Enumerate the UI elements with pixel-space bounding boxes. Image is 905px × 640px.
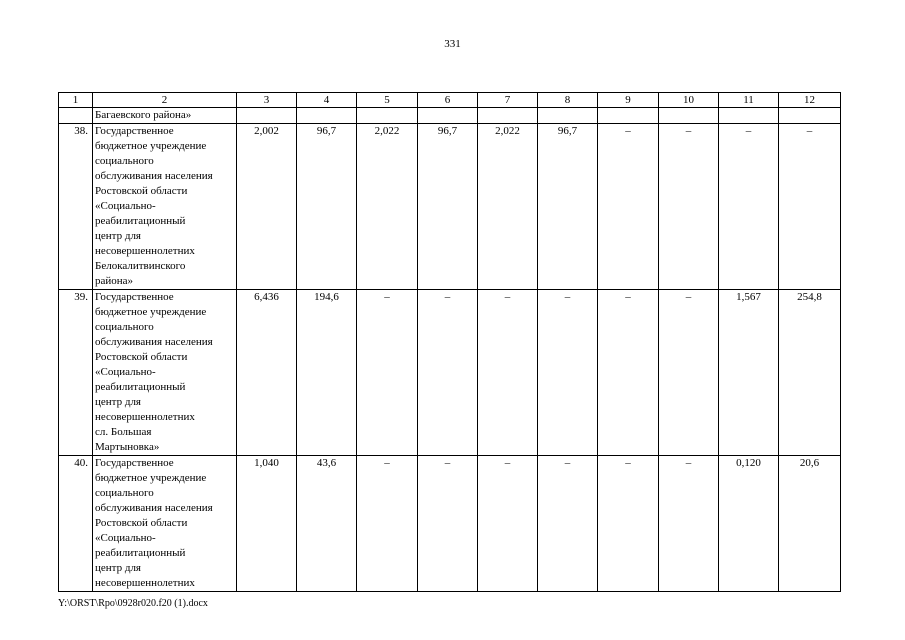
table-cell-value: 2,002 bbox=[237, 124, 297, 290]
table-cell-value: 96,7 bbox=[538, 124, 598, 290]
column-header: 11 bbox=[719, 93, 779, 108]
table-cell-name: Государственное бюджетное учреждение социального обслуживания населения Ростовской области «Социально- реабилитационный центр для несовершеннолетних сл. Большая Мартыновка» bbox=[93, 290, 237, 456]
table-cell bbox=[237, 108, 297, 124]
table-cell-name: Государственное бюджетное учреждение социального обслуживания населения Ростовской области «Социально- реабилитационный центр для несовершеннолетних bbox=[93, 456, 237, 592]
table-cell-name: Государственное бюджетное учреждение социального обслуживания населения Ростовской области «Социально- реабилитационный центр для несовершеннолетних Белокалитвинского района» bbox=[93, 124, 237, 290]
table-cell bbox=[659, 108, 719, 124]
footer-file-path: Y:\ORST\Rpo\0928r020.f20 (1).docx bbox=[58, 598, 208, 609]
table-cell-number: 39. bbox=[59, 290, 93, 456]
table-cell bbox=[719, 108, 779, 124]
table-cell-value: 254,8 bbox=[779, 290, 841, 456]
table-cell-value: – bbox=[598, 124, 659, 290]
table-header-row bbox=[59, 93, 841, 108]
column-header: 3 bbox=[237, 93, 297, 108]
table-cell-value: – bbox=[478, 290, 538, 456]
table-cell-value: – bbox=[357, 290, 418, 456]
column-header: 10 bbox=[659, 93, 719, 108]
table-cell bbox=[598, 108, 659, 124]
column-header: 9 bbox=[598, 93, 659, 108]
data-table bbox=[58, 92, 841, 592]
table-row-continuation bbox=[59, 108, 841, 124]
table-cell-value: – bbox=[598, 290, 659, 456]
page-number: 331 bbox=[444, 38, 461, 50]
table-row bbox=[59, 456, 841, 592]
table-cell-number: 38. bbox=[59, 124, 93, 290]
table-cell-value: – bbox=[779, 124, 841, 290]
column-header: 2 bbox=[93, 93, 237, 108]
table-cell-value: 1,567 bbox=[719, 290, 779, 456]
table-cell-value: – bbox=[418, 290, 478, 456]
table-cell bbox=[779, 108, 841, 124]
table-cell-name: Багаевского района» bbox=[93, 108, 237, 124]
table-cell-value: 0,120 bbox=[719, 456, 779, 592]
table-cell-value: – bbox=[418, 456, 478, 592]
table-cell-value: – bbox=[659, 290, 719, 456]
table-row bbox=[59, 124, 841, 290]
table-cell-value: – bbox=[659, 456, 719, 592]
table-cell-value: 96,7 bbox=[297, 124, 357, 290]
table-cell-value: 2,022 bbox=[478, 124, 538, 290]
column-header: 6 bbox=[418, 93, 478, 108]
column-header: 8 bbox=[538, 93, 598, 108]
column-header: 1 bbox=[59, 93, 93, 108]
table-cell-value: 6,436 bbox=[237, 290, 297, 456]
table-cell bbox=[478, 108, 538, 124]
table-cell bbox=[297, 108, 357, 124]
table-row bbox=[59, 290, 841, 456]
table-cell-value: 194,6 bbox=[297, 290, 357, 456]
table-cell bbox=[538, 108, 598, 124]
table-cell-number: 40. bbox=[59, 456, 93, 592]
table-cell-value: 20,6 bbox=[779, 456, 841, 592]
table-cell-value: – bbox=[719, 124, 779, 290]
column-header: 4 bbox=[297, 93, 357, 108]
table-cell-value: – bbox=[478, 456, 538, 592]
table-cell-value: 43,6 bbox=[297, 456, 357, 592]
table-cell-value: – bbox=[538, 290, 598, 456]
table-cell-value: 96,7 bbox=[418, 124, 478, 290]
table-cell-value: – bbox=[357, 456, 418, 592]
column-header: 5 bbox=[357, 93, 418, 108]
column-header: 12 bbox=[779, 93, 841, 108]
table-cell-value: – bbox=[659, 124, 719, 290]
table-cell bbox=[59, 108, 93, 124]
table-cell-value: – bbox=[538, 456, 598, 592]
table-cell-value: – bbox=[598, 456, 659, 592]
table-cell-value: 2,022 bbox=[357, 124, 418, 290]
table-cell bbox=[418, 108, 478, 124]
table-cell bbox=[357, 108, 418, 124]
column-header: 7 bbox=[478, 93, 538, 108]
table-cell-value: 1,040 bbox=[237, 456, 297, 592]
